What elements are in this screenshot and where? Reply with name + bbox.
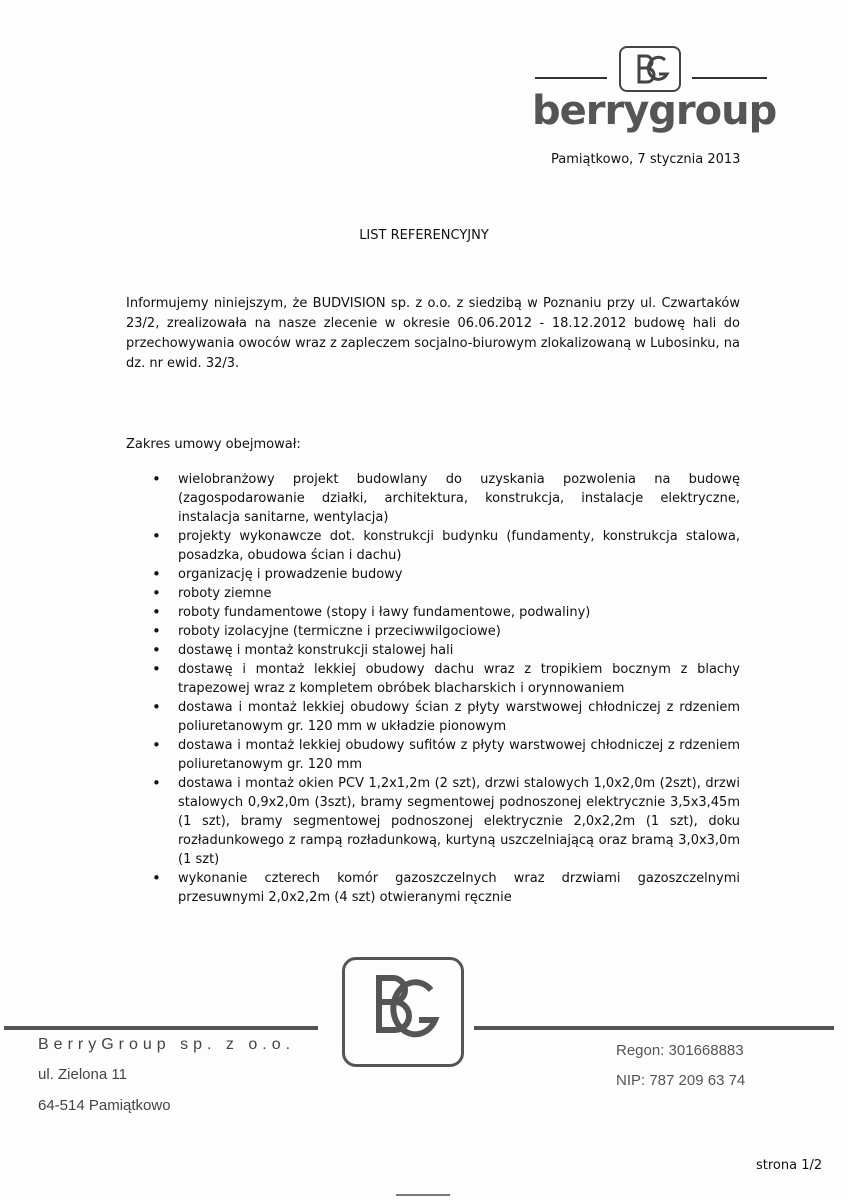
logo-rule-right xyxy=(692,77,767,79)
scope-list xyxy=(152,470,740,907)
bg-monogram-graphic xyxy=(621,48,679,90)
scope-heading: Zakres umowy obejmował: xyxy=(126,437,301,452)
footer-city: 64-514 Pamiątkowo xyxy=(38,1097,171,1114)
list-item: • dostawa i montaż lekkiej obudowy ścian z płyty warstwowej chłodniczej z rdzeniem poliuretanowym gr. 120 mm w układzie pionowym xyxy=(152,698,740,736)
header-logo xyxy=(535,46,767,92)
logo-rule-left xyxy=(535,77,607,79)
list-item: • dostawa i montaż okien PCV 1,2x1,2m (2 szt), drzwi stalowych 1,0x2,0m (2szt), drzwi stalowych 0,9x2,0m (3szt), bramy segmentowej podnoszonej elektrycznie 3,5x3,45m (1 szt), bramy segmentowej podnoszonej elektrycznie 2,0x2,2m (1 szt), doku rozładunkowego z rampą rozładunkową, kurtyną uszczelniającą oraz bramą 3,0x3,0m (1 szt) xyxy=(152,774,740,869)
bg-monogram-logo xyxy=(619,46,681,92)
footer-nip: NIP: 787 209 63 74 xyxy=(616,1072,746,1089)
list-item: • dostawa i montaż lekkiej obudowy sufitów z płyty warstwowej chłodniczej z rdzeniem poliuretanowym gr. 120 mm xyxy=(152,736,740,774)
footer-rule-right xyxy=(474,1026,834,1030)
page-number: strona 1/2 xyxy=(756,1158,823,1173)
list-item: • roboty fundamentowe (stopy i ławy fundamentowe, podwaliny) xyxy=(152,603,740,622)
footer-regon: Regon: 301668883 xyxy=(616,1042,744,1059)
footer-bg-logo xyxy=(342,957,464,1067)
list-item: • dostawę i montaż lekkiej obudowy dachu wraz z tropikiem bocznym z blachy trapezowej wraz z kompletem obróbek blacharskich i orynnowaniem xyxy=(152,660,740,698)
list-item: • roboty izolacyjne (termiczne i przeciwwilgociowe) xyxy=(152,622,740,641)
list-item: • projekty wykonawcze dot. konstrukcji budynku (fundamenty, konstrukcja stalowa, posadzka, obudowa ścian i dachu) xyxy=(152,527,740,565)
bottom-edge-mark xyxy=(396,1194,450,1196)
list-item: • dostawę i montaż konstrukcji stalowej hali xyxy=(152,641,740,660)
letter-title: LIST REFERENCYJNY xyxy=(359,228,489,243)
brand-wordmark: berrygroup xyxy=(532,88,777,134)
date-line: Pamiątkowo, 7 stycznia 2013 xyxy=(551,152,741,167)
list-item: • wielobranżowy projekt budowlany do uzyskania pozwolenia na budowę (zagospodarowanie działki, architektura, konstrukcja, instalacje elektryczne, instalacja sanitarne, wentylacja) xyxy=(152,470,740,527)
list-item: • wykonanie czterech komór gazoszczelnych wraz drzwiami gazoszczelnymi przesuwnymi 2,0x2,2m (4 szt) otwieranymi ręcznie xyxy=(152,869,740,907)
list-item: • roboty ziemne xyxy=(152,584,740,603)
footer-bg-monogram-graphic xyxy=(345,960,461,1064)
footer-company-name: BerryGroup sp. z o.o. xyxy=(38,1036,296,1053)
footer-street: ul. Zielona 11 xyxy=(38,1066,127,1083)
list-item: • organizację i prowadzenie budowy xyxy=(152,565,740,584)
intro-paragraph: Informujemy niniejszym, że BUDVISION sp. z o.o. z siedzibą w Poznaniu przy ul. Czwartaków 23/2, zrealizowała na nasze zlecenie w okresie 06.06.2012 - 18.12.2012 budowę hali do przechowywania owoców wraz z zapleczem socjalno-biurowym zlokalizowaną w Lubosinku, na dz. nr ewid. 32/3. xyxy=(126,296,741,371)
footer-rule-left xyxy=(4,1026,318,1030)
